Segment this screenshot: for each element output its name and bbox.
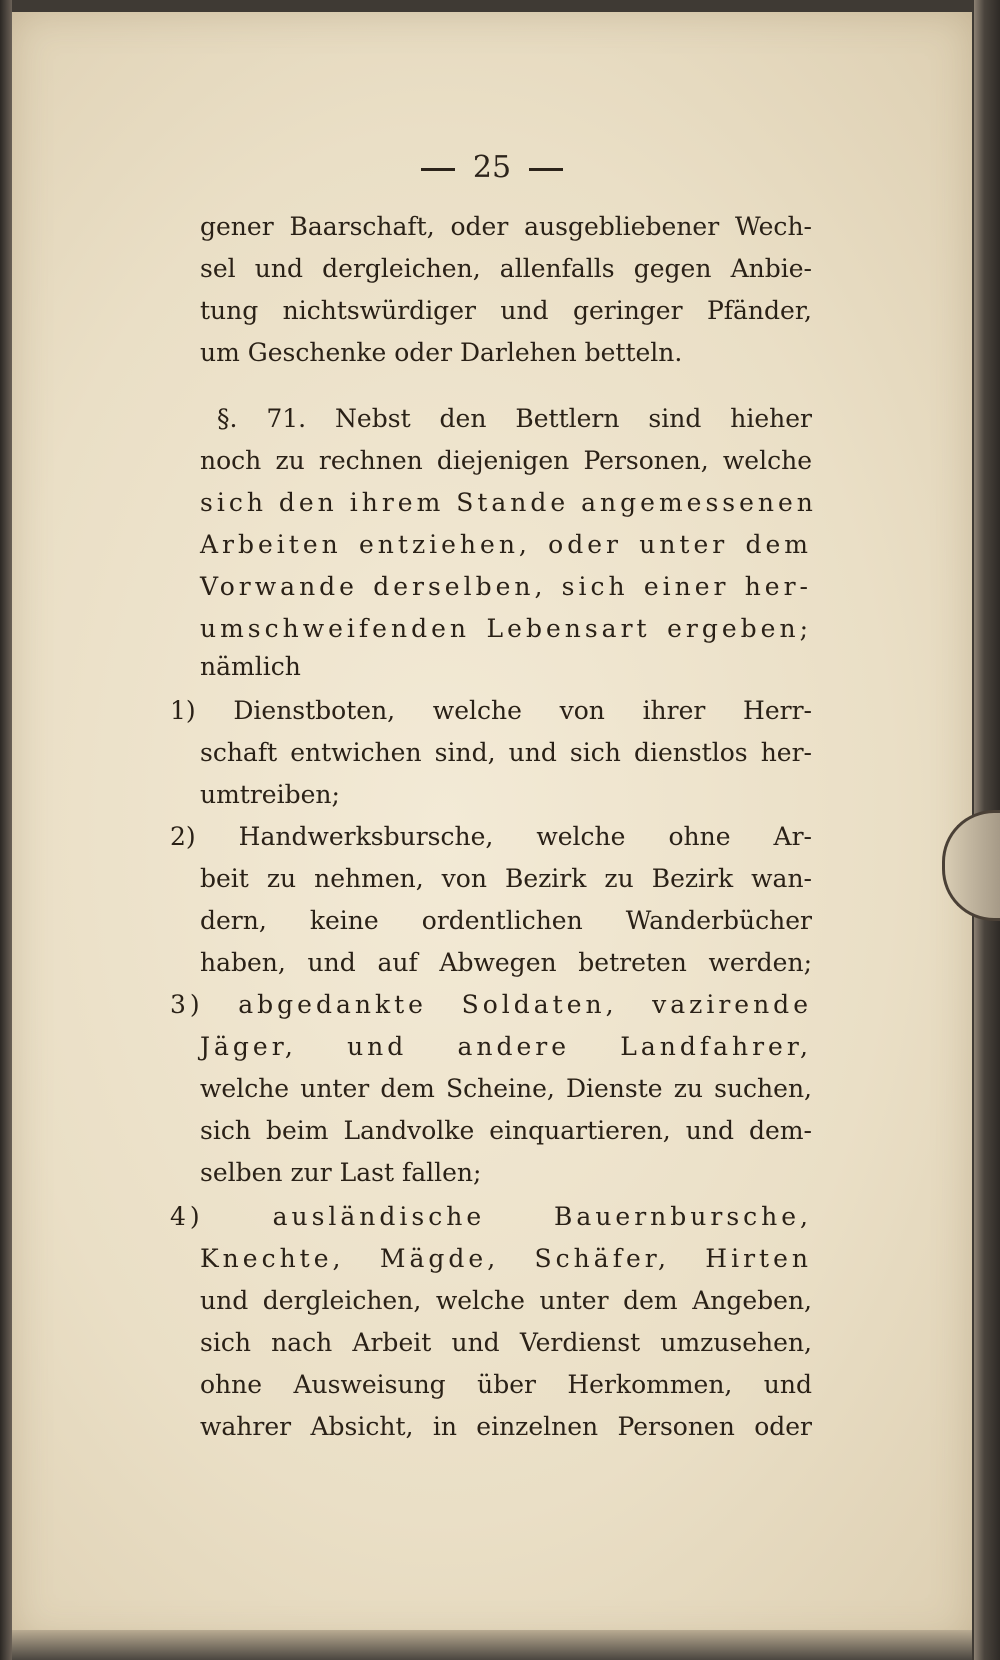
- text-line: dern, keine ordentlichen Wanderbücher: [200, 906, 812, 935]
- text-line: sel und dergleichen, allenfalls gegen Anbie-: [200, 254, 812, 283]
- list-item-line: 3) abgedankte Soldaten, vazirende: [170, 990, 812, 1019]
- list-item-line: 2) Handwerksbursche, welche ohne Ar-: [170, 822, 812, 851]
- text-line: Knechte, Mägde, Schäfer, Hirten: [200, 1244, 812, 1273]
- text-line: wahrer Absicht, in einzelnen Personen oder: [200, 1412, 812, 1441]
- text-line: tung nichtswürdiger und geringer Pfänder,: [200, 296, 812, 325]
- list-item-line: 1) Dienstboten, welche von ihrer Herr-: [170, 696, 812, 725]
- text-line: sich beim Landvolke einquartieren, und dem-: [200, 1116, 812, 1145]
- text-line: schaft entwichen sind, und sich dienstlos her-: [200, 738, 812, 767]
- text-block: [12, 12, 972, 1642]
- page-number-text: 25: [472, 150, 512, 185]
- text-line: Jäger, und andere Landfahrer,: [200, 1032, 812, 1061]
- text-line: selben zur Last fallen;: [200, 1158, 482, 1187]
- text-line: Arbeiten entziehen, oder unter dem: [200, 530, 812, 559]
- book-page: [12, 12, 972, 1642]
- text-line: haben, und auf Abwegen betreten werden;: [200, 948, 812, 977]
- scan-border-left: [0, 0, 12, 1660]
- text-line: um Geschenke oder Darlehen betteln.: [200, 338, 683, 367]
- scan-border-bottom: [12, 1630, 972, 1660]
- text-line: nämlich: [200, 652, 301, 681]
- text-line: welche unter dem Scheine, Dienste zu suchen,: [200, 1074, 812, 1103]
- text-line: umtreiben;: [200, 780, 340, 809]
- text-line: sich nach Arbeit und Verdienst umzusehen,: [200, 1328, 812, 1357]
- text-line: umschweifenden Lebensart ergeben;: [200, 614, 812, 643]
- text-line: und dergleichen, welche unter dem Angeben,: [200, 1286, 812, 1315]
- text-line: sich den ihrem Stande angemessenen: [200, 488, 817, 517]
- text-line: noch zu rechnen diejenigen Personen, welche: [200, 446, 812, 475]
- text-line: beit zu nehmen, von Bezirk zu Bezirk wan-: [200, 864, 812, 893]
- text-line: §. 71. Nebst den Bettlern sind hieher: [217, 404, 812, 433]
- text-line: Vorwande derselben, sich einer her-: [200, 572, 812, 601]
- text-line: gener Baarschaft, oder ausgebliebener Wech-: [200, 212, 812, 241]
- list-item-line: 4) ausländische Bauernbursche,: [170, 1202, 812, 1231]
- text-line: ohne Ausweisung über Herkommen, und: [200, 1370, 812, 1399]
